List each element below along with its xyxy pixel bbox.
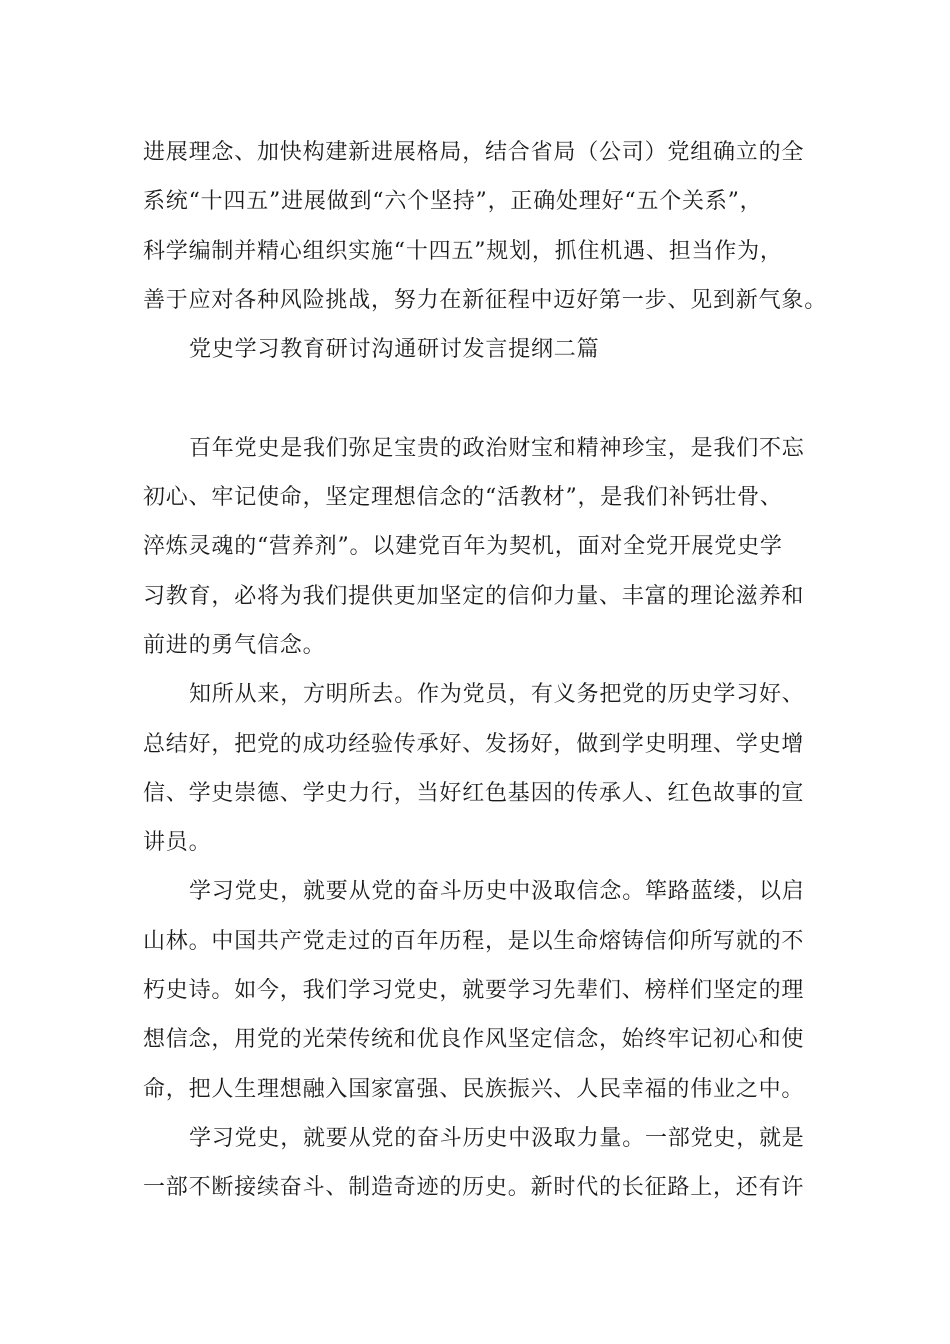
paragraph-line: 初心、牢记使命，坚定理想信念的“活教材”，是我们补钙壮骨、 bbox=[143, 485, 783, 511]
paragraph-line: 前进的勇气信念。 bbox=[143, 632, 326, 658]
intro-line: 系统“十四五”进展做到“六个坚持”，正确处理好“五个关系”， bbox=[143, 189, 763, 215]
intro-line: 善于应对各种风险挑战，努力在新征程中迈好第一步、见到新气象。 bbox=[143, 287, 828, 313]
paragraph-line: 淬炼灵魂的“营养剂”。以建党百年为契机，面对全党开展党史学 bbox=[143, 534, 783, 560]
paragraph-line: 总结好，把党的成功经验传承好、发扬好，做到学史明理、学史增 bbox=[143, 731, 805, 757]
paragraph-line: 知所从来，方明所去。作为党员，有义务把党的历史学习好、 bbox=[189, 682, 805, 708]
blank-line bbox=[143, 374, 833, 423]
paragraph-line: 学习党史，就要从党的奋斗历史中汲取力量。一部党史，就是 bbox=[189, 1125, 805, 1151]
document-body bbox=[143, 128, 833, 1213]
paragraph-line: 一部不断接续奋斗、制造奇迹的历史。新时代的长征路上，还有许 bbox=[143, 1175, 805, 1201]
paragraph-line: 想信念，用党的光荣传统和优良作风坚定信念，始终牢记初心和使 bbox=[143, 1027, 805, 1053]
paragraph-line: 朽史诗。如今，我们学习党史，就要学习先辈们、榜样们坚定的理 bbox=[143, 978, 805, 1004]
paragraph-line: 山林。中国共产党走过的百年历程，是以生命熔铸信仰所写就的不 bbox=[143, 928, 805, 954]
paragraph-line: 学习党史，就要从党的奋斗历史中汲取信念。筚路蓝缕，以启 bbox=[189, 879, 805, 905]
intro-line: 科学编制并精心组织实施“十四五”规划，抓住机遇、担当作为， bbox=[143, 238, 783, 264]
paragraph-line: 百年党史是我们弥足宝贵的政治财宝和精神珍宝，是我们不忘 bbox=[189, 435, 805, 461]
section-title: 党史学习教育研讨沟通研讨发言提纲二篇 bbox=[189, 337, 600, 363]
paragraph-line: 讲员。 bbox=[143, 830, 212, 856]
paragraph-line: 习教育，必将为我们提供更加坚定的信仰力量、丰富的理论滋养和 bbox=[143, 583, 805, 609]
paragraph-line: 信、学史崇德、学史力行，当好红色基因的传承人、红色故事的宣 bbox=[143, 780, 805, 806]
intro-line: 进展理念、加快构建新进展格局，结合省局（公司）党组确立的全 bbox=[143, 140, 805, 165]
paragraph-line: 命，把人生理想融入国家富强、民族振兴、人民幸福的伟业之中。 bbox=[143, 1076, 805, 1102]
